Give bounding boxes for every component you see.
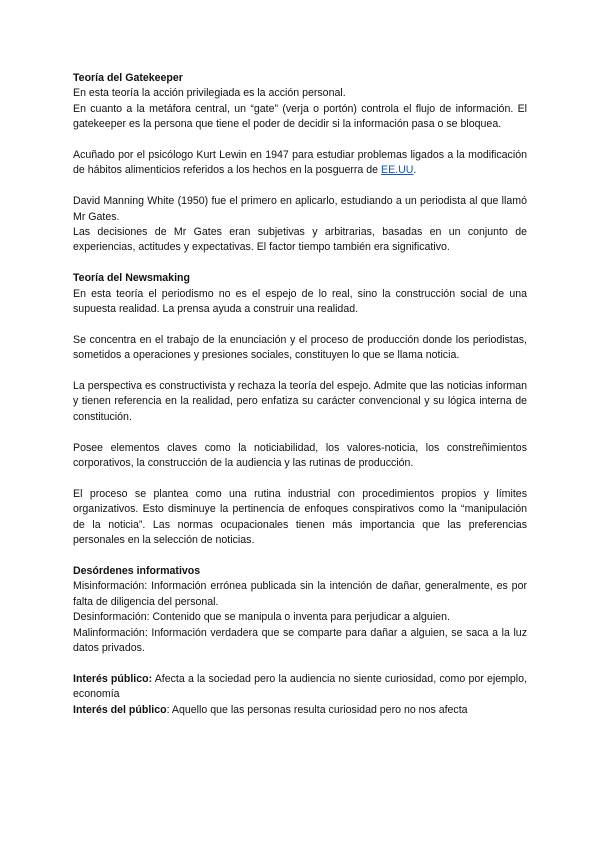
interes-del-publico-text: : Aquello que las personas resulta curiosidad pero no nos afecta (166, 703, 468, 716)
newsmaking-paragraph-3: La perspectiva es constructivista y rechaza la teoría del espejo. Admite que las noticias informan y tienen referencia en la realidad, pero enfatiza su carácter convencional y su lógica interna de constitución. (73, 380, 527, 423)
desordenes-desinformacion: Desinformación: Contenido que se manipula o inventa para perjudicar a alguien. (73, 611, 450, 624)
newsmaking-heading: Teoría del Newsmaking (73, 272, 190, 285)
desordenes-misinformacion: Misinformación: Información errónea publicada sin la intención de dañar, generalmente, es por falta de diligencia del personal. (73, 580, 527, 608)
eeuu-link[interactable]: EE.UU (381, 164, 414, 177)
gatekeeper-paragraph-3 (73, 148, 527, 179)
interes-publico-text: Afecta a la sociedad pero la audiencia no siente curiosidad, como por ejemplo, economía (73, 672, 527, 701)
interes-del-publico-label: Interés del público (73, 703, 167, 716)
interes-publico (73, 672, 527, 703)
gatekeeper-paragraph-1: En esta teoría la acción privilegiada es la acción personal. (73, 87, 346, 100)
newsmaking-paragraph-1: En esta teoría el periodismo no es el espejo de lo real, sino la construcción social de una supuesta realidad. La prensa ayuda a construir una realidad. (73, 287, 527, 316)
newsmaking-paragraph-4: Posee elementos claves como la noticiabilidad, los valores-noticia, los constreñimientos corporativos, la construcción de la audiencia y las rutinas de producción. (73, 441, 527, 470)
gatekeeper-paragraph-3-end: . (413, 164, 417, 177)
gatekeeper-paragraph-4: David Manning White (1950) fue el primero en aplicarlo, estudiando a un periodista al que llamó Mr Gates. (73, 195, 527, 223)
desordenes-heading: Desórdenes informativos (73, 564, 201, 577)
document-page (73, 71, 527, 718)
interes-publico-label: Interés público: (73, 672, 153, 685)
gatekeeper-paragraph-5: Las decisiones de Mr Gates eran subjetivas y arbitrarias, basadas en un conjunto de experiencias, actitudes y expectativas. El factor tiempo también era significativo. (73, 226, 527, 254)
desordenes-malinformacion: Malinformación: Información verdadera que se comparte para dañar a alguien, se saca a la luz datos privados. (73, 626, 527, 654)
newsmaking-paragraph-2: Se concentra en el trabajo de la enunciación y el proceso de producción donde los periodistas, sometidos a operaciones y presiones sociales, constituyen lo que se llama noticia. (73, 333, 527, 362)
gatekeeper-paragraph-2: En cuanto a la metáfora central, un “gate” (verja o portón) controla el flujo de información. El gatekeeper es la persona que tiene el poder de decidir si la información pasa o se bloquea. (73, 102, 527, 131)
gatekeeper-paragraph-3-text: Acuñado por el psicólogo Kurt Lewin en 1947 para estudiar problemas ligados a la modificación de hábitos alimenticios referidos a los hechos en la posguerra de (73, 149, 527, 177)
newsmaking-paragraph-5: El proceso se plantea como una rutina industrial con procedimientos propios y límites organizativos. Esto disminuye la pertinencia de enfoques conspirativos como la “manipulación de la noticia”. Las normas ocupacionales tienen más importancia que las preferencias personales en la selección de noticias. (73, 487, 527, 547)
gatekeeper-heading: Teoría del Gatekeeper (73, 72, 183, 84)
interes-del-publico (73, 703, 527, 718)
